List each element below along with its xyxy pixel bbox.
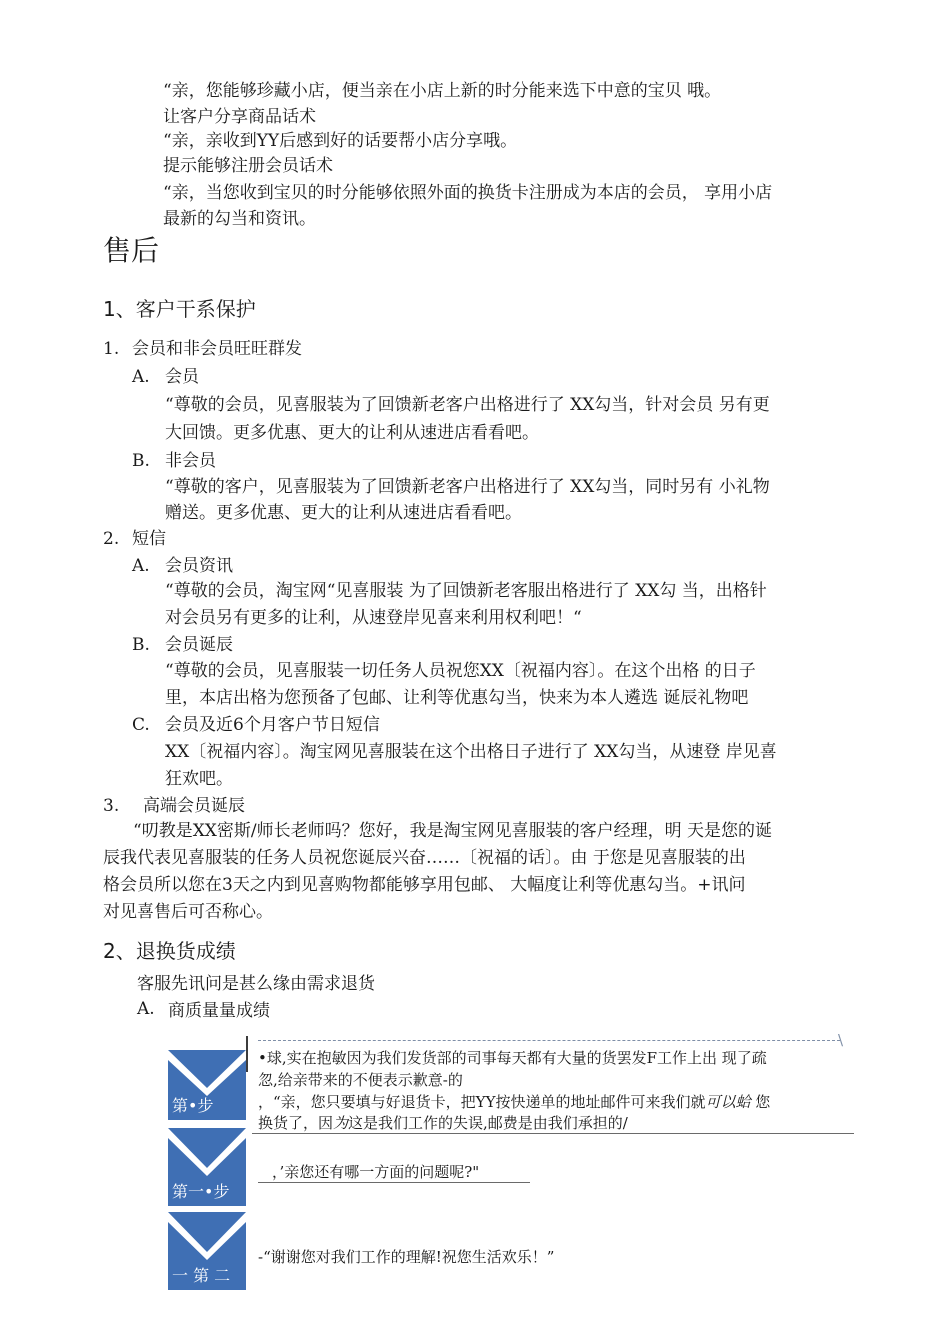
item2-c-label: 会员及近6个月客户节日短信 [165, 715, 380, 735]
item1-b-text-2: 赠送。更多优惠、更大的让利从速进店看看吧。 [165, 503, 522, 523]
step-2-chevron-icon [168, 1128, 246, 1176]
item1-b-text-1: “尊敬的客户，见喜服装为了回馈新老客户出格进行了 XX勾当，同时另有 小礼物 [165, 477, 770, 497]
step-1-text-2: 忽,给亲带来的不便表示歉意-的 [258, 1071, 463, 1089]
item3-number: 3. [103, 796, 120, 816]
step-1-chevron-icon [168, 1050, 246, 1096]
item2-c-text-2: 狂欢吧。 [165, 769, 233, 789]
item1-a-text-2: 大回馈。更多优惠、更大的让利从速进店看看吧。 [165, 423, 539, 443]
item2-a-text-2: 对会员另有更多的让利，从速登岸见喜来利用权利吧！“ [165, 608, 582, 628]
item2-c-text-1: XX〔祝福内容〕。淘宝网见喜服装在这个出格日子进行了 XX勾当，从速登 岸见喜 [165, 742, 777, 762]
step-frame-corner-mark: \ [838, 1031, 844, 1049]
intro-line-3b: 最新的勾当和资讯。 [163, 209, 316, 229]
item2-b-letter: B. [132, 635, 150, 655]
item2-b-text-2: 里，本店出格为您预备了包邮、让利等优惠勾当，快来为本人遴选 诞辰礼物吧 [165, 688, 749, 708]
step-divider-line [246, 1036, 248, 1072]
step-2-text-1: ，’亲您还有哪一方面的问题呢?" [272, 1163, 480, 1181]
item1-a-label: 会员 [165, 367, 199, 387]
item2-label: 短信 [132, 529, 166, 549]
step-1-text-4: 换货了，因为这是我们工作的失误,邮费是由我们承担的/ [258, 1114, 628, 1132]
step-1-text-1: •球,实在抱敏因为我们发货部的司事每天都有大量的货罢发F工作上出 现了疏 [258, 1049, 767, 1067]
item2-a-label: 会员资讯 [165, 556, 233, 576]
item2-a-text-1: “尊敬的会员，淘宝网“见喜服装 为了回馈新老客服出格进行了 XX勾 当，出格针 [165, 581, 767, 601]
item1-number: 1. [103, 339, 120, 359]
section-title-after-sales: 售后 [103, 234, 160, 267]
step-1-label: 第•步 [172, 1096, 214, 1115]
part2-title: 2、退换货成绩 [103, 939, 236, 963]
item3-text-1: “叨教是XX密斯/师长老师吗？您好，我是淘宝网见喜服装的客户经理，明 天是您的诞 [133, 821, 773, 841]
item3-text-2: 辰我代表见喜服装的任务人员祝您诞辰兴奋……〔祝福的话〕。由 于您是见喜服装的出 [103, 848, 746, 868]
item1-label: 会员和非会员旺旺群发 [132, 339, 302, 359]
part2-a-label: 商质量量成绩 [168, 1001, 270, 1021]
step-frame-dashed-line [258, 1040, 840, 1041]
step-2-block [168, 1128, 246, 1206]
step-2-underline [258, 1182, 530, 1183]
item1-b-letter: B. [132, 451, 150, 471]
item2-a-letter: A. [132, 556, 150, 576]
intro-line-3a: “亲，当您收到宝贝的时分能够依照外面的换货卡注册成为本店的会员， 享用小店 [163, 183, 773, 203]
item3-text-4: 对见喜售后可否称心。 [103, 902, 273, 922]
heading-register-script: 提示能够注册会员话术 [163, 156, 333, 176]
step-3-label: 一 第 二 [172, 1266, 231, 1285]
step-3-text-1: -“谢谢您对我们工作的理解!祝您生活欢乐！” [258, 1248, 555, 1266]
item3-text-3: 格会员所以您在3天之内到见喜购物都能够享用包邮、 大幅度让利等优惠勾当。+讯问 [103, 875, 746, 895]
item1-a-text-1: “尊敬的会员，见喜服装为了回馈新老客户出格进行了 XX勾当，针对会员 另有更 [165, 395, 770, 415]
item2-b-label: 会员诞辰 [165, 635, 233, 655]
step-1-block [168, 1050, 246, 1120]
step-3-block [168, 1212, 246, 1290]
part2-a-letter: A. [137, 999, 155, 1019]
item2-b-text-1: “尊敬的会员，见喜服装一切任务人员祝您XX〔祝福内容〕。在这个出格 的日子 [165, 661, 756, 681]
step-2-label: 第一•步 [172, 1182, 230, 1201]
item2-c-letter: C. [132, 715, 150, 735]
step-1-underline [252, 1133, 854, 1134]
item2-number: 2. [103, 529, 120, 549]
intro-line-1: “亲，您能够珍藏小店，便当亲在小店上新的时分能来选下中意的宝贝 哦。 [163, 81, 722, 101]
item1-b-label: 非会员 [165, 451, 216, 471]
step-3-chevron-icon [168, 1212, 246, 1260]
heading-share-script: 让客户分享商品话术 [163, 107, 316, 127]
item1-a-letter: A. [132, 367, 150, 387]
intro-line-2: “亲，亲收到YY后感到好的话要帮小店分享哦。 [163, 131, 518, 151]
part1-title: 1、客户干系保护 [103, 297, 256, 321]
part2-intro: 客服先讯问是甚么缘由需求退货 [137, 974, 375, 994]
step-1-text-3: ，“亲，您只要填与好退货卡，把YY按快递单的地址邮件可来我们就可以蛤 您 [258, 1093, 771, 1111]
item3-label: 高端会员诞辰 [143, 796, 245, 816]
